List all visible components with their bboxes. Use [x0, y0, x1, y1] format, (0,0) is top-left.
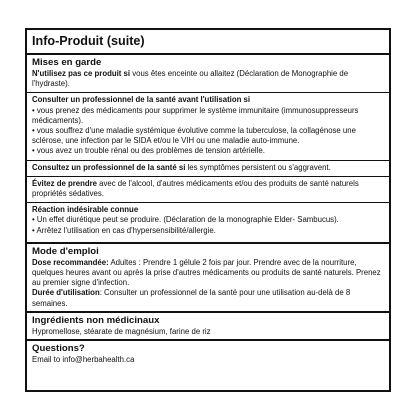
ingredients-text: Hypromellose, stéarate de magnésium, farine de riz	[32, 326, 211, 336]
persist-bold: Consultez un professionnel de la santé si	[32, 162, 186, 172]
consult-bullet-1: • vous prenez des médicaments pour supprimer le système immunitaire (immunosuppresseurs médicaments).	[32, 106, 384, 126]
avoid-bold: Évitez de prendre	[32, 178, 97, 188]
ingredients-heading: Ingrédients non médicinaux	[32, 314, 160, 326]
ingredients-section	[27, 313, 389, 341]
adverse-bullet-1: • Un effet diurétique peut se produire. (Déclaration de la monographie Elder- Sambucus).	[32, 215, 384, 225]
persist-text	[32, 163, 384, 173]
duration-body: : Consulter un professionnel de la santé pour une utilisation au-delà de 8 semaines.	[32, 288, 351, 308]
consult-bullet-2: • vous souffrez d'une maladie systémique évolutive comme la tuberculose, la collagénose une sclérose, une infection par le SIDA et/ou le VIH ou une maladie auto-immune.	[32, 126, 384, 146]
label-title: Info-Produit (suite)	[27, 30, 389, 55]
warnings-divider-2	[27, 160, 389, 161]
consult-bullet-3: • vous avez un trouble rénal ou des problèmes de tension artérielle.	[32, 146, 384, 156]
consult-bold: Consulter un professionnel de la santé avant l'utilisation si	[32, 95, 251, 105]
avoid-text	[32, 179, 384, 199]
warnings-divider-3	[27, 176, 389, 177]
do-not-use-body: vous êtes enceinte ou allaitez (Déclaration de Monographie de l'hydraste).	[32, 69, 349, 89]
dose-text	[32, 258, 384, 289]
adverse-bullet-2: • Arrêtez l'utilisation en cas d'hypersensibilité/allergie.	[32, 226, 384, 236]
questions-section	[27, 341, 389, 367]
questions-heading: Questions?	[32, 343, 85, 355]
consult-block	[32, 95, 384, 156]
duration-text	[32, 288, 384, 308]
warnings-heading: Mises en garde	[32, 57, 102, 68]
duration-bold: Durée d'utilisation	[32, 288, 100, 298]
directions-section	[27, 244, 389, 313]
do-not-use-bold: N'utilisez pas ce produit si	[32, 69, 131, 78]
dose-bold: Dose recommandée:	[32, 257, 109, 267]
adverse-block	[32, 205, 384, 236]
questions-text: Email to info@herbahealth.ca	[32, 355, 135, 365]
persist-body: les symptômes persistent ou s'aggravent.	[185, 162, 331, 172]
do-not-use-text	[32, 69, 384, 89]
avoid-body: avec de l'alcool, d'autres médicaments et/ou des produits de santé naturels propriétés sédatives.	[32, 178, 359, 199]
product-info-label	[25, 28, 391, 392]
directions-heading: Mode d'emploi	[32, 245, 99, 257]
dose-body: Adultes : Prendre 1 gélule 2 fois par jour. Prendre avec de la nourriture, quelques heures avant ou après la prise d'autres médicaments ou produits de santé naturels. Prenez au premier signe d'infection.	[32, 257, 381, 288]
warnings-divider-4	[27, 202, 389, 203]
warnings-divider-1	[27, 92, 389, 93]
adverse-bold: Réaction indésirable connue	[32, 205, 139, 215]
warnings-section	[27, 55, 389, 244]
